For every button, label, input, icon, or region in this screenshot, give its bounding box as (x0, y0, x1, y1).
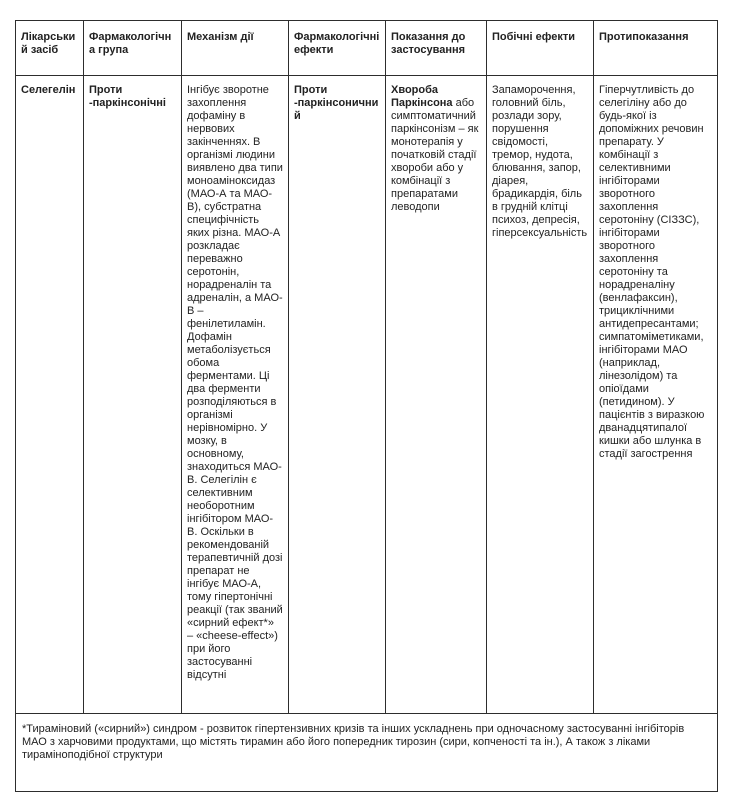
cell-drug: Селегелін (16, 76, 84, 714)
indications-disease: Хвороба Паркінсона (391, 84, 453, 109)
header-drug: Лікарський засіб (16, 21, 84, 76)
cell-pharm-group: Проти -паркінсонічні (84, 76, 182, 714)
indications-details: або симптоматичний паркінсонізм – як монотерапія у початковій стадії хвороби або у комбінації з препаратами леводопи (391, 97, 479, 213)
header-pharm-group: Фармакологічна група (84, 21, 182, 76)
header-mechanism: Механізм дії (182, 21, 289, 76)
cell-pharm-effects: Проти -паркінсоничний (289, 76, 386, 714)
table-row (16, 76, 718, 714)
drug-info-table (15, 20, 718, 792)
header-pharm-effects: Фармакологічні ефекти (289, 21, 386, 76)
cell-contraindications: Гіперчутливість до селегіліну або до будь-якої із допоміжних речовин препарату. У комбінації з селективними інгібіторами зворотного захоплення серотоніну (СІЗЗС), інгібіторами зворотного захоплення серотоніну та норадреналіну (венлафаксин), трициклічними антидепресантами; симпатоміметиками, інгібіторами МАО (наприклад, лінезолідом) та опіоїдами (петидином). У пацієнтів з виразкою дванадцятипалої кишки або шлунка в стадії загострення (594, 76, 718, 714)
cell-indications (386, 76, 487, 714)
header-side-effects: Побічні ефекти (487, 21, 594, 76)
header-row (16, 21, 718, 76)
footnote-row (16, 714, 718, 792)
cell-mechanism: Інгібує зворотне захоплення дофаміну в нервових закінченнях. В організмі людини виявлено два типи моноаміноксидаз (МАО-А та МАО-В), субстратна специфічність яких різна. МАО-А розкладає переважно серотонін, норадреналін та адреналін, а МАО-В – фенілетиламін. Дофамін метаболізується обома ферментами. Ці два ферменти розподіляються в організмі нерівномірно. У мозку, в основному, знаходиться МАО-В. Селегілін є селективним необоротним інгібітором МАО-В. Оскільки в рекомендованій терапевтичній дозі препарат не інгібує МАО-А, тому гіпертонічні реакції (так званий «сирний ефект*» – «cheese-effect») при його застосуванні відсутні (182, 76, 289, 714)
header-contraindications: Протипоказання (594, 21, 718, 76)
footnote: *Тираміновий («сирний») синдром - розвиток гіпертензивних кризів та інших ускладнень при одночасному застосуванні інгібіторів МАО з харчовими продуктами, що містять тирамин або його попередник тирозин (сири, копченості та ін.), А також з ліками тираміноподібної структури (16, 714, 718, 792)
cell-side-effects: Запаморочення, головний біль, розлади зору, порушення свідомості, тремор, нудота, блювання, запор, діарея, брадикардія, біль в грудній клітці психоз, депресія, гіперсексуальність (487, 76, 594, 714)
header-indications: Показання до застосування (386, 21, 487, 76)
